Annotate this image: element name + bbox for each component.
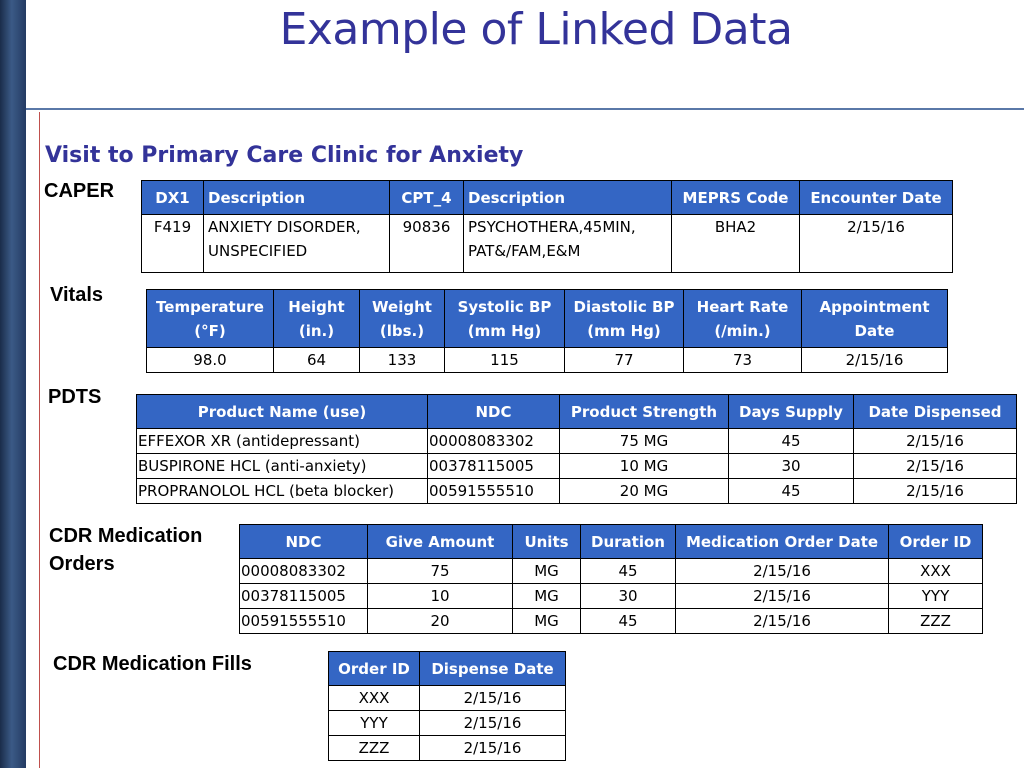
caper-meprs: BHA2 [672,215,800,273]
cdr-orders-units: MG [513,609,581,634]
cdr-orders-header-row [240,525,983,559]
cdr-orders-ndc: 00591555510 [240,609,368,634]
table-row [137,479,1017,504]
pdts-table [136,394,1017,504]
cdr-orders-table [239,524,983,634]
vitals-weight: 133 [360,348,445,373]
table-row [240,609,983,634]
cdr-orders-header-give-amount: Give Amount [368,525,513,559]
cdr-fills-dispense-date: 2/15/16 [420,736,566,761]
caper-header-dx1: DX1 [142,181,204,215]
vitals-header-height-l1: Height [288,297,345,316]
vitals-header-row [147,290,948,348]
vitals-data-row [147,348,948,373]
table-row [240,559,983,584]
pdts-header-row [137,395,1017,429]
pdts-ndc: 00591555510 [428,479,560,504]
table-row [329,711,566,736]
cdr-fills-header-order-id: Order ID [329,652,420,686]
pdts-ndc: 00378115005 [428,454,560,479]
caper-header-row [142,181,953,215]
caper-description-line2: UNSPECIFIED [208,242,308,260]
cdr-orders-order-date: 2/15/16 [676,609,889,634]
vitals-temperature: 98.0 [147,348,274,373]
section-label-pdts: PDTS [48,386,102,408]
pdts-date-dispensed: 2/15/16 [854,429,1017,454]
pdts-days-supply: 30 [729,454,854,479]
cdr-orders-give-amount: 20 [368,609,513,634]
cdr-orders-give-amount: 10 [368,584,513,609]
caper-dx1: F419 [142,215,204,273]
section-label-caper: CAPER [44,180,115,202]
cdr-orders-ndc: 00378115005 [240,584,368,609]
cdr-orders-units: MG [513,584,581,609]
pdts-strength: 20 MG [560,479,729,504]
vitals-header-weight-l2: (lbs.) [379,321,425,340]
cdr-orders-units: MG [513,559,581,584]
cdr-orders-order-date: 2/15/16 [676,584,889,609]
pdts-header-product-name: Product Name (use) [137,395,428,429]
caper-data-row [142,215,953,273]
vitals-systolic: 115 [445,348,565,373]
vitals-header-height [274,290,360,348]
pdts-product-name: BUSPIRONE HCL (anti-anxiety) [137,454,428,479]
cdr-orders-header-ndc: NDC [240,525,368,559]
vitals-header-temperature-l2: (°F) [194,321,226,340]
cdr-orders-order-id: XXX [889,559,983,584]
vitals-header-heart-rate [684,290,802,348]
cdr-fills-header-dispense-date: Dispense Date [420,652,566,686]
cdr-fills-order-id: YYY [329,711,420,736]
vitals-header-height-l2: (in.) [298,321,335,340]
title-divider [26,108,1024,110]
caper-header-meprs: MEPRS Code [672,181,800,215]
table-row [137,429,1017,454]
pdts-date-dispensed: 2/15/16 [854,454,1017,479]
caper-procedure-description [464,215,672,273]
cdr-orders-order-id: ZZZ [889,609,983,634]
vitals-appointment-date: 2/15/16 [802,348,948,373]
vitals-header-appointment-date-l2: Date [854,321,895,340]
cdr-orders-header-units: Units [513,525,581,559]
section-label-vitals: Vitals [50,284,103,306]
table-row [329,686,566,711]
caper-header-description: Description [204,181,390,215]
caper-description [204,215,390,273]
vitals-header-weight [360,290,445,348]
left-accent-bar [0,0,26,768]
caper-procedure-line2: PAT&/FAM,E&M [468,242,581,260]
pdts-strength: 10 MG [560,454,729,479]
pdts-header-days-supply: Days Supply [729,395,854,429]
vitals-header-heart-rate-l2: (/min.) [714,321,771,340]
margin-line [39,112,40,768]
vitals-header-systolic-l1: Systolic BP [457,297,552,316]
cdr-orders-duration: 30 [581,584,676,609]
section-label-cdr-fills: CDR Medication Fills [53,653,252,675]
pdts-days-supply: 45 [729,479,854,504]
cdr-fills-dispense-date: 2/15/16 [420,711,566,736]
caper-header-encounter-date: Encounter Date [800,181,953,215]
caper-procedure-line1: PSYCHOTHERA,45MIN, [468,218,636,236]
vitals-header-temperature [147,290,274,348]
vitals-header-appointment-date [802,290,948,348]
caper-header-cpt4: CPT_4 [390,181,464,215]
vitals-header-systolic [445,290,565,348]
cdr-orders-order-id: YYY [889,584,983,609]
cdr-orders-header-order-id: Order ID [889,525,983,559]
cdr-fills-order-id: XXX [329,686,420,711]
vitals-header-diastolic-l2: (mm Hg) [587,321,661,340]
pdts-header-ndc: NDC [428,395,560,429]
section-label-cdr-orders-line2: Orders [49,553,115,575]
vitals-header-appointment-date-l1: Appointment [819,297,930,316]
caper-header-description-2: Description [464,181,672,215]
caper-cpt4: 90836 [390,215,464,273]
pdts-strength: 75 MG [560,429,729,454]
pdts-product-name: PROPRANOLOL HCL (beta blocker) [137,479,428,504]
pdts-product-name: EFFEXOR XR (antidepressant) [137,429,428,454]
vitals-heart-rate: 73 [684,348,802,373]
vitals-header-systolic-l2: (mm Hg) [467,321,542,340]
vitals-header-diastolic-l1: Diastolic BP [573,297,675,316]
section-label-cdr-orders [49,522,202,578]
cdr-fills-header-row [329,652,566,686]
vitals-diastolic: 77 [565,348,684,373]
slide-title: Example of Linked Data [279,4,793,55]
cdr-fills-order-id: ZZZ [329,736,420,761]
cdr-fills-table [328,651,566,761]
pdts-ndc: 00008083302 [428,429,560,454]
vitals-header-temperature-l1: Temperature [156,297,264,316]
cdr-orders-header-duration: Duration [581,525,676,559]
cdr-fills-dispense-date: 2/15/16 [420,686,566,711]
cdr-orders-ndc: 00008083302 [240,559,368,584]
pdts-header-strength: Product Strength [560,395,729,429]
section-label-cdr-orders-line1: CDR Medication [49,525,203,547]
cdr-orders-duration: 45 [581,609,676,634]
cdr-orders-duration: 45 [581,559,676,584]
vitals-height: 64 [274,348,360,373]
cdr-orders-header-order-date: Medication Order Date [676,525,889,559]
vitals-header-weight-l1: Weight [372,297,432,316]
pdts-date-dispensed: 2/15/16 [854,479,1017,504]
caper-encounter-date: 2/15/16 [800,215,953,273]
cdr-orders-order-date: 2/15/16 [676,559,889,584]
cdr-orders-give-amount: 75 [368,559,513,584]
table-row [137,454,1017,479]
vitals-header-diastolic [565,290,684,348]
table-row [329,736,566,761]
caper-description-line1: ANXIETY DISORDER, [208,218,361,236]
caper-table [141,180,953,273]
table-row [240,584,983,609]
vitals-header-heart-rate-l1: Heart Rate [696,297,789,316]
vitals-table [146,289,948,373]
pdts-days-supply: 45 [729,429,854,454]
slide-subtitle: Visit to Primary Care Clinic for Anxiety [45,143,524,168]
pdts-header-date-dispensed: Date Dispensed [854,395,1017,429]
